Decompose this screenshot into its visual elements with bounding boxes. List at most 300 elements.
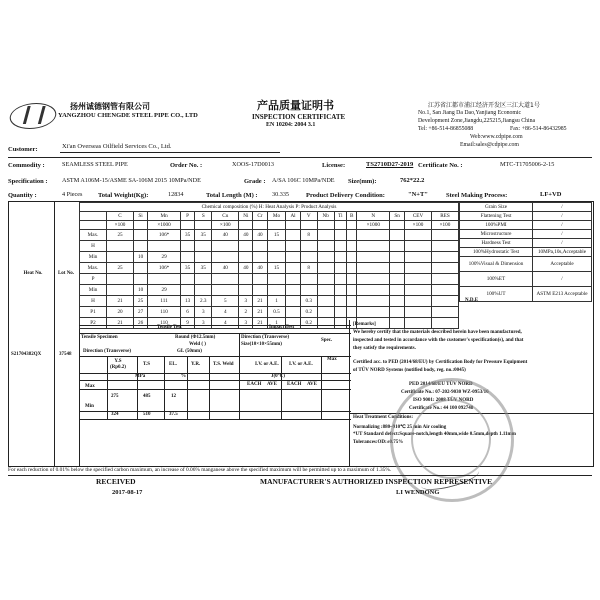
chem-row-label: H — [80, 296, 107, 307]
chem-cell — [347, 230, 357, 241]
chem-cell: 8 — [300, 263, 317, 274]
license-value: TS2710D27-2019 — [366, 161, 414, 168]
chem-cell — [212, 252, 239, 263]
chem-cell — [390, 296, 405, 307]
multiplier-cell — [180, 221, 194, 230]
chem-cell: 106* — [148, 230, 181, 241]
chem-cell — [239, 285, 253, 296]
ts-min: 485 — [143, 394, 151, 399]
chem-row-label: Min — [80, 252, 107, 263]
chem-cell — [133, 241, 147, 252]
element-s: S — [195, 212, 212, 221]
property-value: / — [533, 230, 592, 239]
chem-cell — [357, 274, 390, 285]
element-mn: Mn — [148, 212, 181, 221]
cert-label: Certificate No. : — [418, 162, 463, 169]
multiplier-cell — [133, 221, 147, 230]
chem-cell — [239, 274, 253, 285]
property-row — [460, 239, 592, 248]
property-name: 100%Hydrostatic Test — [460, 248, 533, 257]
property-name: Hardness Test — [460, 239, 533, 248]
fax: Fax: +86-514-86432985 — [510, 126, 567, 132]
chem-cell — [334, 285, 346, 296]
chem-cell — [431, 263, 458, 274]
received-label: RECEIVED — [96, 477, 136, 486]
property-row — [460, 257, 592, 272]
chem-cell — [317, 307, 334, 318]
chem-cell — [405, 318, 432, 329]
remarks-line-2: inspected and tested in accordance with the customer's specification(s), and that — [353, 338, 524, 343]
chem-cell — [286, 241, 300, 252]
chem-cell — [405, 285, 432, 296]
max-label-right: Max — [327, 357, 337, 362]
tensile-title: Tensile Test — [157, 325, 182, 330]
chem-cell: 1 — [267, 296, 286, 307]
element-v: V — [300, 212, 317, 221]
ts-label: T.S — [143, 362, 150, 367]
chem-cell — [334, 318, 346, 329]
multiplier-cell — [390, 221, 405, 230]
spec-value: ASTM A106M-15/ASME SA-106M 2015 10MPa/NDE — [62, 177, 201, 184]
property-row — [460, 287, 592, 302]
multiplier-cell: ×100 — [107, 221, 134, 230]
property-row — [460, 212, 592, 221]
chem-cell: 1 — [267, 318, 286, 329]
chem-row — [80, 307, 459, 318]
property-name: 100%ET — [460, 272, 533, 287]
chem-cell — [286, 285, 300, 296]
company-name-cn: 扬州诚德钢管有限公司 — [70, 102, 150, 111]
round-label: Round (Φ12.5mm) — [175, 335, 216, 340]
el-label: EL. — [169, 362, 177, 367]
chem-cell: 2 — [239, 307, 253, 318]
tolerance-line: Tolerances:OD:±0.75% — [353, 440, 404, 445]
title-cn: 产品质量证明书 — [257, 99, 334, 112]
nde-label: N.D.E — [465, 298, 479, 303]
rep-name: LI WENDONG — [396, 489, 440, 496]
chem-cell — [357, 307, 390, 318]
element-n: N — [357, 212, 390, 221]
impact-title: Impact Test — [269, 325, 295, 330]
impact-size: Size(10×10×55mm) — [241, 342, 282, 347]
max-label: Max — [85, 384, 95, 389]
chem-cell: 0.2 — [300, 318, 317, 329]
element-cu: Cu — [212, 212, 239, 221]
ys-min: 275 — [111, 394, 119, 399]
chem-cell: 26 — [133, 318, 147, 329]
mpa-label: MPa — [135, 374, 146, 379]
each-label-2: EACH — [287, 382, 302, 387]
chem-cell: 110 — [148, 318, 181, 329]
chem-title: Chemical composition (%) H: Heat Analysis P: Product Analysis — [80, 203, 459, 212]
chem-cell — [180, 274, 194, 285]
property-name: 100%UT — [460, 287, 533, 302]
delivery-value: "N+T" — [408, 191, 428, 198]
multiplier-cell — [253, 221, 267, 230]
chem-cell — [390, 263, 405, 274]
chem-cell — [300, 241, 317, 252]
el-min: 12 — [171, 394, 176, 399]
chem-cell: 40 — [239, 263, 253, 274]
chem-row — [80, 274, 459, 285]
chem-cell — [357, 263, 390, 274]
chem-cell — [180, 241, 194, 252]
multiplier-cell — [195, 221, 212, 230]
property-value: 10MPa,10s,Acceptable — [533, 248, 592, 257]
pct-label: % — [181, 374, 186, 379]
chem-cell — [195, 285, 212, 296]
chem-cell: 4 — [212, 307, 239, 318]
multiplier-cell: ×100 — [212, 221, 239, 230]
multiplier-cell: ×100 — [405, 221, 432, 230]
chem-cell: 3 — [239, 296, 253, 307]
commodity-label: Commodity : — [8, 162, 45, 169]
spec-col-label: Spec. — [321, 338, 333, 343]
remarks-line-5: of TÜV NORD Systems (notified body, reg. no.:0045) — [353, 368, 466, 373]
chem-cell — [317, 285, 334, 296]
received-date: 2017-08-17 — [112, 489, 143, 496]
chem-cell: 15 — [267, 230, 286, 241]
chem-cell: 20 — [107, 307, 134, 318]
weld-label: Weld ( ) — [189, 342, 206, 347]
spec-label: Specification : — [8, 178, 48, 185]
chem-cell — [390, 230, 405, 241]
ped-cert: Certificate No.: 07-202-9030 WZ-0953/16 — [401, 390, 489, 395]
remarks-line-4: Certified acc. to PED (2014/68/EU) by Certification Body for Pressure Equipment — [353, 360, 528, 365]
chem-cell — [317, 252, 334, 263]
chem-cell: 2.3 — [195, 296, 212, 307]
chem-cell: 0.3 — [300, 296, 317, 307]
chem-cell — [390, 274, 405, 285]
property-value: / — [533, 203, 592, 212]
element-ti: Ti — [334, 212, 346, 221]
chem-cell — [253, 252, 267, 263]
chem-cell: 25 — [107, 263, 134, 274]
tel: Tel: +86-514-86855088 — [418, 126, 474, 132]
element-res: RES — [431, 212, 458, 221]
chem-cell — [300, 274, 317, 285]
iso-line: ISO 9001: 2008 TÜV NORD — [413, 398, 474, 403]
chem-cell — [107, 274, 134, 285]
size-value: 762*22.2 — [400, 177, 425, 184]
chem-cell — [405, 263, 432, 274]
chem-cell: 3 — [195, 307, 212, 318]
chem-cell — [334, 274, 346, 285]
min-label: Min — [85, 404, 94, 409]
footer-note: For each reduction of 0.01% below the specified carbon maximum, an increase of 0.06% manganese above the specified maximum will be permitted up to a maximum of 1.35%. — [8, 467, 392, 473]
weight-label: Total Weight(Kg): — [98, 192, 149, 199]
chem-cell — [431, 318, 458, 329]
chem-cell: 25 — [133, 296, 147, 307]
chem-cell — [431, 252, 458, 263]
remarks-line-1: We hereby certify that the materials described herein have been manufactured, — [353, 330, 522, 335]
chem-cell — [317, 230, 334, 241]
chem-row-label: P1 — [80, 307, 107, 318]
chem-row — [80, 230, 459, 241]
multiplier-cell — [317, 221, 334, 230]
specimen-label: Tensile Specimen — [81, 335, 118, 340]
chem-cell — [253, 241, 267, 252]
chem-cell: 40 — [253, 230, 267, 241]
order-label: Order No. : — [170, 162, 203, 169]
chem-cell — [212, 285, 239, 296]
delivery-label: Product Delivery Condition: — [306, 192, 385, 199]
chem-cell — [317, 263, 334, 274]
chem-cell — [212, 241, 239, 252]
chem-cell — [431, 274, 458, 285]
website: Web:www.cdpipe.com — [470, 134, 523, 140]
chem-cell: 111 — [148, 296, 181, 307]
chem-cell — [334, 230, 346, 241]
chem-row-label: Max. — [80, 263, 107, 274]
chem-cell: 40 — [253, 263, 267, 274]
property-name: 100%Visual & Dimension — [460, 257, 533, 272]
length-value: 30.335 — [272, 191, 290, 198]
element-c: C — [107, 212, 134, 221]
iso-cert: Certificate No.: 44 100 092748 — [409, 406, 474, 411]
chem-cell: 106* — [148, 263, 181, 274]
chem-cell — [267, 241, 286, 252]
chem-row-label: H — [80, 241, 107, 252]
chem-cell — [405, 307, 432, 318]
address-en-2: Development Zone,Jiangdu,225215,Jiangsu China — [418, 118, 536, 124]
chem-cell — [334, 307, 346, 318]
element-cr: Cr — [253, 212, 267, 221]
chem-cell — [390, 241, 405, 252]
cert-value: MTC-T1705006-2-15 — [500, 161, 555, 168]
chem-cell — [239, 241, 253, 252]
company-logo — [7, 103, 60, 129]
chem-cell — [357, 230, 390, 241]
chem-cell — [334, 241, 346, 252]
chem-cell — [180, 285, 194, 296]
chem-cell: 110 — [148, 307, 181, 318]
remarks-line-3: they satisfy the requirements. — [353, 346, 416, 351]
heat-treatment-title: Heat Treatment Conditions: — [353, 415, 413, 420]
property-name: Microstructure — [460, 230, 533, 239]
commodity-value: SEAMLESS STEEL PIPE — [62, 161, 128, 168]
quantity-value: 4 Pieces — [62, 191, 83, 198]
chem-cell: 6 — [180, 307, 194, 318]
chem-cell: 15 — [267, 263, 286, 274]
chem-cell — [107, 241, 134, 252]
chem-cell — [300, 285, 317, 296]
chem-cell — [347, 263, 357, 274]
address-cn: 江苏省江都市浦江经济开发区三江大道1号 — [428, 102, 540, 109]
multiplier-cell: ×100 — [431, 221, 458, 230]
chem-cell: 35 — [180, 230, 194, 241]
chem-cell — [347, 307, 357, 318]
chem-cell — [286, 274, 300, 285]
chem-cell — [347, 252, 357, 263]
element-ni: Ni — [239, 212, 253, 221]
ys-actual: 324 — [111, 412, 119, 417]
element-p: P — [180, 212, 194, 221]
property-value: / — [533, 221, 592, 230]
chem-cell: 40 — [212, 230, 239, 241]
property-row — [460, 248, 592, 257]
chem-cell: 21 — [107, 296, 134, 307]
element-nb: Nb — [317, 212, 334, 221]
chem-cell — [431, 230, 458, 241]
multiplier-cell — [286, 221, 300, 230]
property-value: Acceptable — [533, 257, 592, 272]
chem-cell: 3 — [195, 318, 212, 329]
license-label: License: — [322, 162, 346, 169]
chem-cell: 9 — [180, 318, 194, 329]
chem-cell — [267, 274, 286, 285]
element-mo: Mo — [267, 212, 286, 221]
element-b: B — [347, 212, 357, 221]
chem-cell — [405, 296, 432, 307]
chem-cell — [390, 285, 405, 296]
chem-cell — [300, 252, 317, 263]
chem-row-label: Min — [80, 285, 107, 296]
customer-label: Customer: — [8, 146, 38, 153]
multiplier-cell — [300, 221, 317, 230]
chem-cell — [317, 318, 334, 329]
property-row — [460, 203, 592, 212]
impact-direction: Direction (Transverse) — [241, 335, 289, 340]
chem-cell — [212, 274, 239, 285]
chem-row-label: P2 — [80, 318, 107, 329]
chem-cell — [405, 230, 432, 241]
multiplier-cell — [267, 221, 286, 230]
element-sn: Sn — [390, 212, 405, 221]
chem-cell — [107, 252, 134, 263]
chem-cell — [405, 274, 432, 285]
property-name: Flattening Test — [460, 212, 533, 221]
chem-cell — [390, 252, 405, 263]
chem-cell: 29 — [148, 285, 181, 296]
chem-cell — [334, 252, 346, 263]
chem-cell — [390, 307, 405, 318]
chem-cell — [133, 263, 147, 274]
chem-cell — [267, 285, 286, 296]
chem-cell — [286, 296, 300, 307]
quantity-label: Quantity : — [8, 192, 37, 199]
title-en: INSPECTION CERTIFICATE — [252, 113, 346, 121]
iv-label-2: I.V. or A.E. — [289, 362, 313, 367]
chemical-table — [79, 202, 459, 329]
chem-cell: 10 — [133, 252, 147, 263]
heat-col-label: Heat No. — [23, 271, 43, 276]
title-std: EN 10204: 2004 3.1 — [266, 122, 316, 128]
chem-cell — [239, 252, 253, 263]
property-value: / — [533, 212, 592, 221]
normalizing-line: Normalizing :880~910℃ 25 min Air cooling — [353, 425, 447, 430]
length-label: Total Length (M) : — [206, 192, 258, 199]
chem-row-label: P — [80, 274, 107, 285]
lot-number: 37548 — [59, 352, 72, 357]
chem-cell — [357, 252, 390, 263]
ped-line: PED 2014/68/EU TÜV NORD — [409, 382, 473, 387]
property-row — [460, 221, 592, 230]
gl-label: GL (50mm) — [177, 349, 202, 354]
iv-label: I.V. or A.E. — [255, 362, 279, 367]
chem-cell — [286, 252, 300, 263]
chem-cell — [286, 263, 300, 274]
chem-cell — [180, 252, 194, 263]
chem-cell — [431, 296, 458, 307]
multiplier-cell — [347, 221, 357, 230]
multiplier-cell — [334, 221, 346, 230]
chem-cell — [317, 241, 334, 252]
ave-label-2: AVE — [307, 382, 317, 387]
property-value: / — [533, 272, 592, 287]
chem-cell: 8 — [300, 230, 317, 241]
chem-row — [80, 285, 459, 296]
ave-label-1: AVE — [267, 382, 277, 387]
chem-cell: 21 — [253, 318, 267, 329]
chem-cell — [431, 241, 458, 252]
chem-cell — [357, 285, 390, 296]
chem-cell: 4 — [212, 318, 239, 329]
chem-row — [80, 241, 459, 252]
chem-cell — [133, 274, 147, 285]
size-label: Size(mm): — [348, 178, 377, 185]
direction-label: Direction (Transverse) — [83, 349, 131, 354]
chem-cell — [431, 307, 458, 318]
multiplier-row — [80, 221, 459, 230]
email: Email:sales@cdpipe.com — [460, 142, 519, 148]
company-name-en: YANGZHOU CHENGDE STEEL PIPE CO., LTD — [58, 112, 198, 119]
chem-cell — [107, 285, 134, 296]
ut-line: *UT Standard defect:Square-notch,length 40mm,wide 0.5mm,depth 1.11mm — [353, 432, 516, 437]
grade-value: A/SA 106C 10MPa/NDE — [272, 177, 335, 184]
chem-cell: 35 — [195, 263, 212, 274]
chem-row — [80, 296, 459, 307]
chem-row — [80, 252, 459, 263]
chem-cell: 5 — [212, 296, 239, 307]
address-en-1: No.1, San Jiang Da Dao,Yanjiang Economic — [418, 110, 522, 116]
weight-value: 12834 — [168, 191, 184, 198]
chem-cell — [133, 230, 147, 241]
each-label-1: EACH — [247, 382, 262, 387]
chem-cell — [347, 274, 357, 285]
chem-cell: 13 — [180, 296, 194, 307]
property-row — [460, 230, 592, 239]
property-value: ASTM E213 Acceptable — [533, 287, 592, 302]
element-al: Al — [286, 212, 300, 221]
chem-cell — [334, 263, 346, 274]
chem-cell: 0.2 — [300, 307, 317, 318]
property-name: 100%PMI — [460, 221, 533, 230]
chem-cell — [148, 274, 181, 285]
chem-cell — [347, 241, 357, 252]
yr-label: Y.R. — [191, 362, 201, 367]
chem-cell: 21 — [253, 296, 267, 307]
chem-cell — [405, 241, 432, 252]
chem-cell — [253, 285, 267, 296]
property-row — [460, 272, 592, 287]
chem-cell — [253, 274, 267, 285]
chem-cell: 40 — [212, 263, 239, 274]
chem-cell — [317, 296, 334, 307]
remarks-title: [Remarks] — [353, 322, 376, 327]
chem-cell — [357, 296, 390, 307]
chem-cell — [267, 252, 286, 263]
chem-cell — [148, 241, 181, 252]
chem-cell: 35 — [180, 263, 194, 274]
j-label: J(0°C) — [271, 374, 285, 379]
chem-cell: 40 — [239, 230, 253, 241]
rep-label: MANUFACTURER'S AUTHORIZED INSPECTION REPRESENTIVE — [260, 477, 493, 486]
element-cev: CEV — [405, 212, 432, 221]
chem-cell: 25 — [107, 230, 134, 241]
ts-weld-label: T.S. Weld — [213, 362, 234, 367]
making-label: Steel Making Process: — [446, 192, 508, 199]
